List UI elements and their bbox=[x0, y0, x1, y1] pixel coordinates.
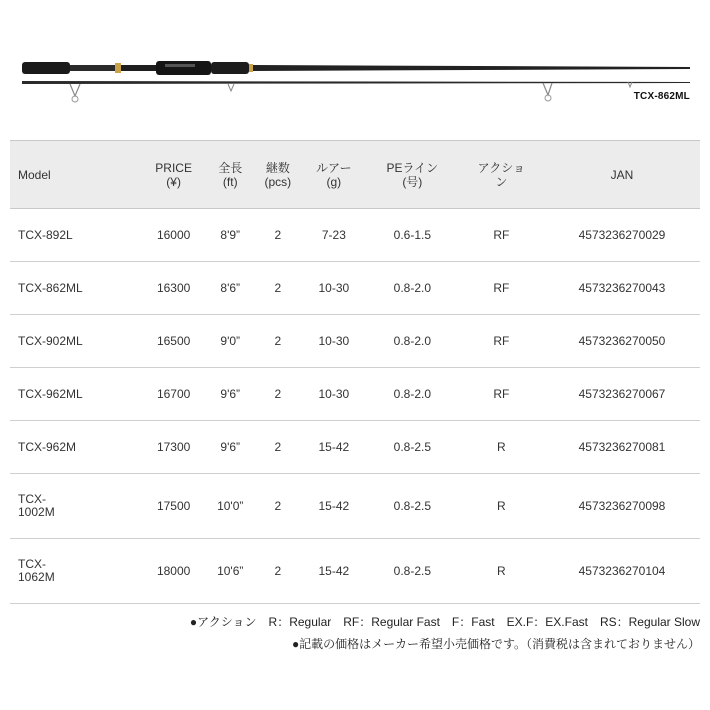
fishing-rod-illustration bbox=[0, 0, 710, 120]
spec-table bbox=[10, 140, 700, 604]
table-row: TCX-962ML 16700 9'6” 2 10-30 0.8-2.0 RF 4573236270067 bbox=[10, 368, 700, 421]
rod-image bbox=[0, 0, 710, 120]
table-row: TCX-892L 16000 8'9” 2 7-23 0.6-1.5 RF 4573236270029 bbox=[10, 209, 700, 262]
price-note: ●記載の価格はメーカー希望小売価格です。（消費税は含まれておりません） bbox=[291, 637, 700, 651]
table-header-row bbox=[10, 141, 700, 209]
header-pe-line: PEライン (号) bbox=[366, 141, 459, 209]
table-row: TCX- 1062M 18000 10'6” 2 15-42 0.8-2.5 R 4573236270104 bbox=[10, 539, 700, 604]
header-lure: ルアー (g) bbox=[302, 141, 366, 209]
footnotes bbox=[190, 611, 700, 655]
header-model: Model bbox=[10, 141, 141, 209]
header-price: PRICE (¥) bbox=[141, 141, 207, 209]
action-legend: ●アクション R：Regular RF：Regular Fast F：Fast EX.F：EX.Fast RS：Regular Slow bbox=[189, 615, 700, 629]
header-length: 全長 (ft) bbox=[207, 141, 254, 209]
table-row: TCX-962M 17300 9'6” 2 15-42 0.8-2.5 R 4573236270081 bbox=[10, 421, 700, 474]
header-jan: JAN bbox=[544, 141, 700, 209]
header-action: アクショ ン bbox=[459, 141, 544, 209]
header-pieces: 継数 (pcs) bbox=[254, 141, 302, 209]
table-row: TCX-862ML 16300 8'6” 2 10-30 0.8-2.0 RF 4573236270043 bbox=[10, 262, 700, 315]
rod-model-label: TCX-862ML bbox=[633, 91, 690, 102]
table-row: TCX-902ML 16500 9'0” 2 10-30 0.8-2.0 RF 4573236270050 bbox=[10, 315, 700, 368]
table-row: TCX- 1002M 17500 10'0” 2 15-42 0.8-2.5 R 4573236270098 bbox=[10, 474, 700, 539]
